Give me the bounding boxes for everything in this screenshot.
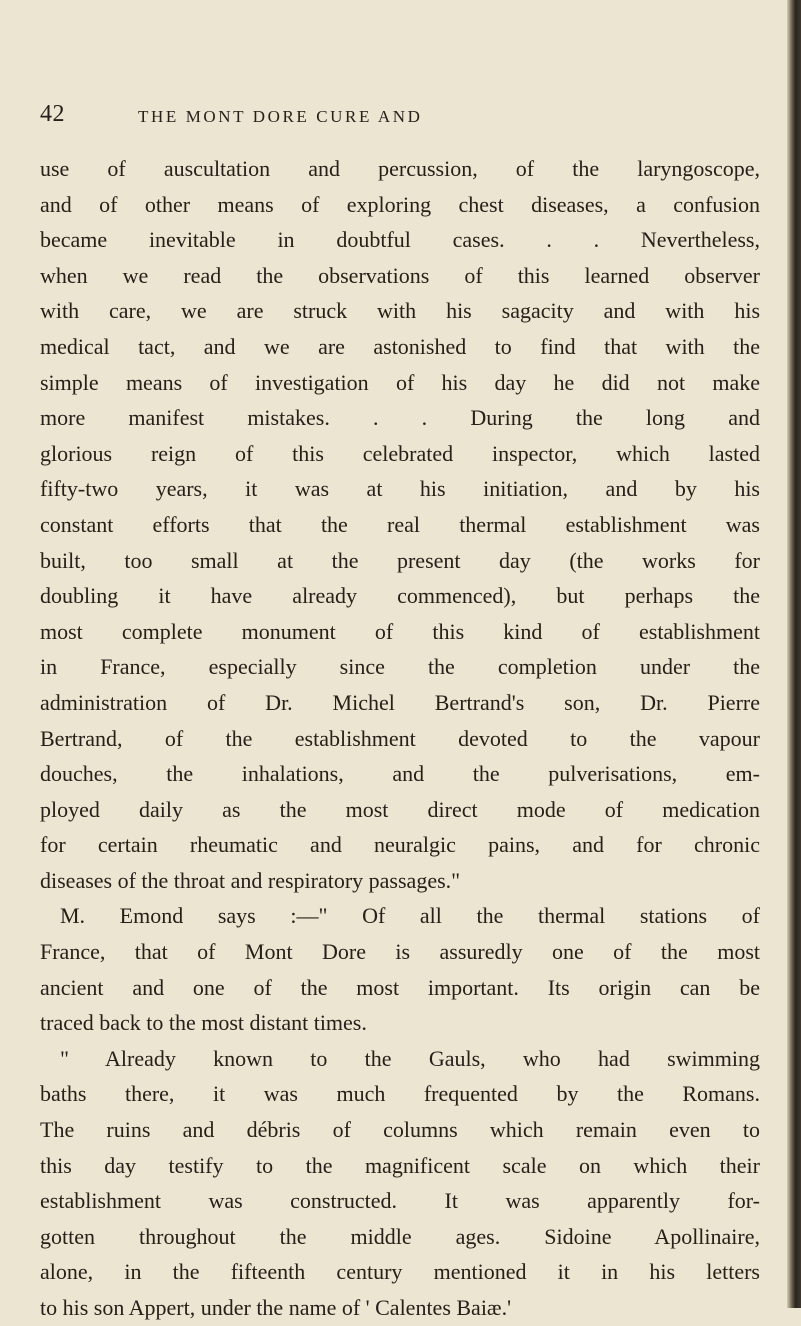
text-line: in France, especially since the completion under the — [40, 654, 760, 680]
text-line: more manifest mistakes. . . During the long and — [40, 405, 760, 431]
text-line: became inevitable in doubtful cases. . . Nevertheless, — [40, 227, 760, 253]
text-line: France, that of Mont Dore is assuredly one of the most — [40, 939, 760, 965]
text-line: Bertrand, of the establishment devoted to the vapour — [40, 725, 760, 751]
text-line: when we read the observations of this learned observer — [40, 262, 760, 288]
text-line: most complete monument of this kind of establishment — [40, 618, 760, 644]
text-line: ployed daily as the most direct mode of medication — [40, 796, 760, 822]
page-number: 42 — [40, 101, 65, 127]
page-header — [40, 101, 760, 141]
text-line: The ruins and débris of columns which remain even to — [40, 1117, 760, 1143]
text-line: with care, we are struck with his sagacity and with his — [40, 298, 760, 324]
text-line: simple means of investigation of his day he did not make — [40, 369, 760, 395]
text-line: for certain rheumatic and neuralgic pains, and for chronic — [40, 832, 760, 858]
text-line: establishment was constructed. It was apparently for- — [40, 1188, 760, 1214]
text-line: " Already known to the Gauls, who had swimming — [60, 1045, 760, 1071]
text-line: diseases of the throat and respiratory passages." — [40, 867, 461, 893]
text-line: gotten throughout the middle ages. Sidoine Apollinaire, — [40, 1223, 760, 1249]
text-line: administration of Dr. Michel Bertrand's son, Dr. Pierre — [40, 689, 760, 715]
text-line: built, too small at the present day (the works for — [40, 547, 760, 573]
text-line: constant efforts that the real thermal establishment was — [40, 511, 760, 537]
text-line: baths there, it was much frequented by the Romans. — [40, 1081, 760, 1107]
text-line: traced back to the most distant times. — [40, 1010, 367, 1036]
text-line: use of auscultation and percussion, of the laryngoscope, — [40, 156, 760, 181]
text-line: this day testify to the magnificent scale on which their — [40, 1152, 760, 1178]
text-line: ancient and one of the most important. Its origin can be — [40, 974, 760, 1000]
text-line: doubling it have already commenced), but perhaps the — [40, 583, 760, 609]
text-line: fifty-two years, it was at his initiation, and by his — [40, 476, 760, 502]
text-line: M. Emond says :—" Of all the thermal stations of — [60, 903, 760, 929]
page-binding-edge — [787, 0, 801, 1308]
running-head: THE MONT DORE CURE AND — [138, 107, 423, 126]
text-line: glorious reign of this celebrated inspector, which lasted — [40, 440, 760, 466]
text-line: douches, the inhalations, and the pulverisations, em- — [40, 761, 760, 787]
text-line: and of other means of exploring chest diseases, a confusion — [40, 191, 760, 217]
text-line: alone, in the fifteenth century mentioned it in his letters — [40, 1259, 760, 1285]
text-line: medical tact, and we are astonished to find that with the — [40, 333, 760, 359]
body-text — [40, 151, 760, 1326]
text-line: to his son Appert, under the name of ' Calentes Baiæ.' — [40, 1295, 512, 1320]
